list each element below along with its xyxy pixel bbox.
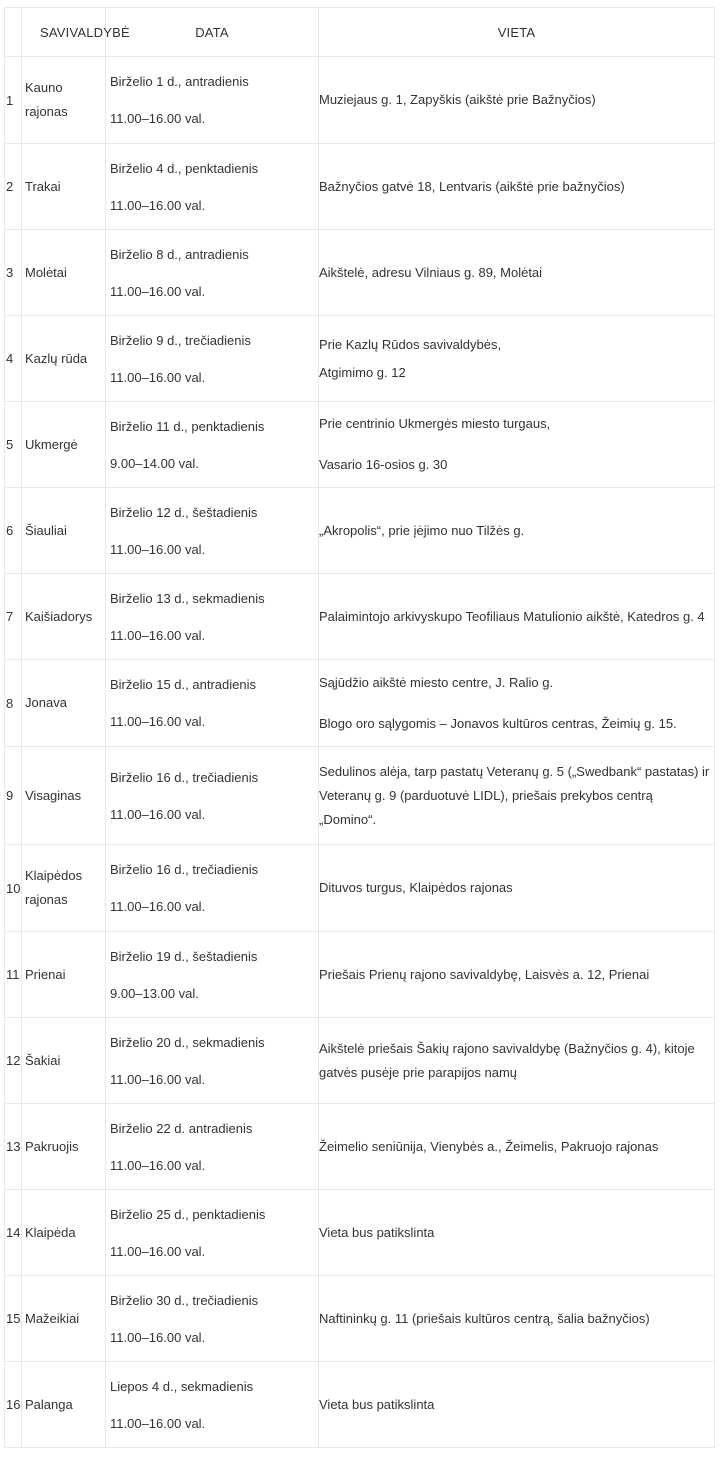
- municipality-cell: Jonava: [22, 660, 106, 747]
- table-row: [5, 660, 715, 747]
- date-cell: [106, 488, 319, 574]
- place-text: Palaimintojo arkivyskupo Teofiliaus Matulionio aikštė, Katedros g. 4: [319, 608, 705, 624]
- row-number: 6: [5, 488, 22, 574]
- municipality-cell: Šiauliai: [22, 488, 106, 574]
- table-row: [5, 57, 715, 144]
- municipality-cell: Prienai: [22, 932, 106, 1018]
- place-cell: [319, 230, 715, 316]
- row-number: 4: [5, 316, 22, 402]
- date-text: Birželio 11 d., penktadienis: [110, 418, 265, 434]
- date-cell: [106, 1362, 319, 1448]
- time-text: 11.00–16.00 val.: [110, 541, 206, 557]
- date-text: Birželio 22 d. antradienis: [110, 1120, 253, 1136]
- date-text: Liepos 4 d., sekmadienis: [110, 1378, 254, 1394]
- header-number: [5, 8, 22, 57]
- table-row: [5, 1190, 715, 1276]
- place-cell: [319, 1276, 715, 1362]
- date-text: Birželio 4 d., penktadienis: [110, 160, 259, 176]
- municipality-cell: Palanga: [22, 1362, 106, 1448]
- date-text: Birželio 8 d., antradienis: [110, 246, 249, 262]
- date-cell: [106, 1190, 319, 1276]
- table-body: [5, 57, 715, 1448]
- place-text: Muziejaus g. 1, Zapyškis (aikštė prie Bažnyčios): [319, 92, 596, 107]
- date-cell: [106, 747, 319, 845]
- date-text: Birželio 13 d., sekmadienis: [110, 590, 265, 606]
- municipality-cell: Molėtai: [22, 230, 106, 316]
- place-text: Atgimimo g. 12: [319, 364, 406, 380]
- time-text: 11.00–16.00 val.: [110, 627, 206, 643]
- time-text: 11.00–16.00 val.: [110, 1415, 206, 1431]
- place-cell: [319, 402, 715, 488]
- date-cell: [106, 574, 319, 660]
- date-text: Birželio 1 d., antradienis: [110, 74, 249, 89]
- municipality-cell: Kazlų rūda: [22, 316, 106, 402]
- place-text: Aikštelė, adresu Vilniaus g. 89, Molėtai: [319, 264, 543, 280]
- date-text: Birželio 12 d., šeštadienis: [110, 504, 258, 520]
- municipality-cell: Pakruojis: [22, 1104, 106, 1190]
- date-text: Birželio 16 d., trečiadienis: [110, 769, 259, 785]
- row-number: 12: [5, 1018, 22, 1104]
- date-cell: [106, 932, 319, 1018]
- place-cell: [319, 845, 715, 932]
- schedule-table: [4, 7, 715, 1448]
- row-number: 2: [5, 144, 22, 230]
- municipality-cell: Visaginas: [22, 747, 106, 845]
- table-header-row: [5, 8, 715, 57]
- time-text: 11.00–16.00 val.: [110, 1071, 206, 1087]
- row-number: 3: [5, 230, 22, 316]
- municipality-cell: Trakai: [22, 144, 106, 230]
- date-cell: [106, 1104, 319, 1190]
- place-cell: [319, 488, 715, 574]
- date-text: Birželio 25 d., penktadienis: [110, 1206, 266, 1222]
- place-cell: [319, 1104, 715, 1190]
- place-text: Vieta bus patikslinta: [319, 1396, 435, 1412]
- table-row: [5, 1104, 715, 1190]
- row-number: 1: [5, 57, 22, 144]
- table-row: [5, 932, 715, 1018]
- date-cell: [106, 144, 319, 230]
- table-row: [5, 1362, 715, 1448]
- place-cell: [319, 316, 715, 402]
- date-cell: [106, 230, 319, 316]
- row-number: 9: [5, 747, 22, 845]
- place-cell: [319, 1018, 715, 1104]
- row-number: 7: [5, 574, 22, 660]
- date-cell: [106, 1018, 319, 1104]
- date-text: Birželio 15 d., antradienis: [110, 677, 256, 692]
- table-row: [5, 845, 715, 932]
- time-text: 11.00–16.00 val.: [110, 714, 206, 729]
- place-cell: [319, 1190, 715, 1276]
- table-row: [5, 1018, 715, 1104]
- place-text: Prie centrinio Ukmergės miesto turgaus,: [319, 416, 551, 431]
- table-row: [5, 747, 715, 845]
- date-cell: [106, 1276, 319, 1362]
- date-text: Birželio 9 d., trečiadienis: [110, 332, 251, 348]
- time-text: 11.00–16.00 val.: [110, 1243, 206, 1259]
- place-text: Sedulinos alėja, tarp pastatų Veteranų g. 5 („Swedbank“ pastatas) ir Veteranų g. 9 (parduotuvė LIDL), priešais prekybos centrą „Domino“.: [319, 763, 710, 827]
- municipality-cell: Ukmergė: [22, 402, 106, 488]
- time-text: 11.00–16.00 val.: [110, 899, 206, 914]
- place-text: Blogo oro sąlygomis – Jonavos kultūros centras, Žeimių g. 15.: [319, 715, 677, 731]
- place-text: Sąjūdžio aikštė miesto centre, J. Ralio g.: [319, 674, 554, 690]
- time-text: 11.00–16.00 val.: [110, 283, 206, 299]
- time-text: 11.00–16.00 val.: [110, 111, 206, 126]
- row-number: 10: [5, 845, 22, 932]
- place-text: Žeimelio seniūnija, Vienybės a., Žeimelis, Pakruojo rajonas: [319, 1138, 659, 1154]
- place-text: Vieta bus patikslinta: [319, 1224, 435, 1240]
- place-text: Naftininkų g. 11 (priešais kultūros centrą, šalia bažnyčios): [319, 1310, 650, 1326]
- municipality-cell: Kaišiadorys: [22, 574, 106, 660]
- time-text: 11.00–16.00 val.: [110, 369, 206, 385]
- place-cell: [319, 1362, 715, 1448]
- time-text: 11.00–16.00 val.: [110, 197, 206, 213]
- table-row: [5, 402, 715, 488]
- date-cell: [106, 402, 319, 488]
- municipality-cell: Mažeikiai: [22, 1276, 106, 1362]
- date-cell: [106, 316, 319, 402]
- place-text: Prie Kazlų Rūdos savivaldybės,: [319, 336, 502, 352]
- row-number: 11: [5, 932, 22, 1018]
- table-row: [5, 144, 715, 230]
- row-number: 5: [5, 402, 22, 488]
- place-text: Aikštelė priešais Šakių rajono savivaldybę (Bažnyčios g. 4), kitoje gatvės pusėje prie parapijos namų: [319, 1040, 695, 1080]
- time-text: 9.00–14.00 val.: [110, 455, 199, 471]
- date-text: Birželio 20 d., sekmadienis: [110, 1034, 265, 1050]
- time-text: 11.00–16.00 val.: [110, 806, 206, 822]
- header-municipality: SAVIVALDYBĖ: [22, 8, 106, 57]
- table-row: [5, 230, 715, 316]
- row-number: 16: [5, 1362, 22, 1448]
- date-cell: [106, 845, 319, 932]
- header-date: DATA: [106, 8, 319, 57]
- place-cell: [319, 574, 715, 660]
- place-text: Priešais Prienų rajono savivaldybę, Laisvės a. 12, Prienai: [319, 966, 650, 982]
- date-cell: [106, 57, 319, 144]
- municipality-cell: Šakiai: [22, 1018, 106, 1104]
- place-cell: [319, 932, 715, 1018]
- row-number: 15: [5, 1276, 22, 1362]
- date-cell: [106, 660, 319, 747]
- table-row: [5, 488, 715, 574]
- table-row: [5, 574, 715, 660]
- table-row: [5, 316, 715, 402]
- place-cell: [319, 660, 715, 747]
- place-cell: [319, 144, 715, 230]
- time-text: 11.00–16.00 val.: [110, 1329, 206, 1345]
- date-text: Birželio 16 d., trečiadienis: [110, 862, 259, 877]
- municipality-cell: Kauno rajonas: [22, 57, 106, 144]
- place-text: Dituvos turgus, Klaipėdos rajonas: [319, 880, 513, 895]
- date-text: Birželio 30 d., trečiadienis: [110, 1292, 259, 1308]
- time-text: 9.00–13.00 val.: [110, 985, 199, 1001]
- row-number: 14: [5, 1190, 22, 1276]
- place-text: „Akropolis“, prie įėjimo nuo Tilžės g.: [319, 522, 525, 538]
- place-text: Bažnyčios gatvė 18, Lentvaris (aikštė prie bažnyčios): [319, 178, 625, 194]
- table-row: [5, 1276, 715, 1362]
- municipality-cell: Klaipėda: [22, 1190, 106, 1276]
- row-number: 8: [5, 660, 22, 747]
- place-cell: [319, 747, 715, 845]
- row-number: 13: [5, 1104, 22, 1190]
- municipality-cell: Klaipėdos rajonas: [22, 845, 106, 932]
- time-text: 11.00–16.00 val.: [110, 1157, 206, 1173]
- place-text: Vasario 16-osios g. 30: [319, 457, 448, 472]
- date-text: Birželio 19 d., šeštadienis: [110, 948, 258, 964]
- header-place: VIETA: [319, 8, 715, 57]
- place-cell: [319, 57, 715, 144]
